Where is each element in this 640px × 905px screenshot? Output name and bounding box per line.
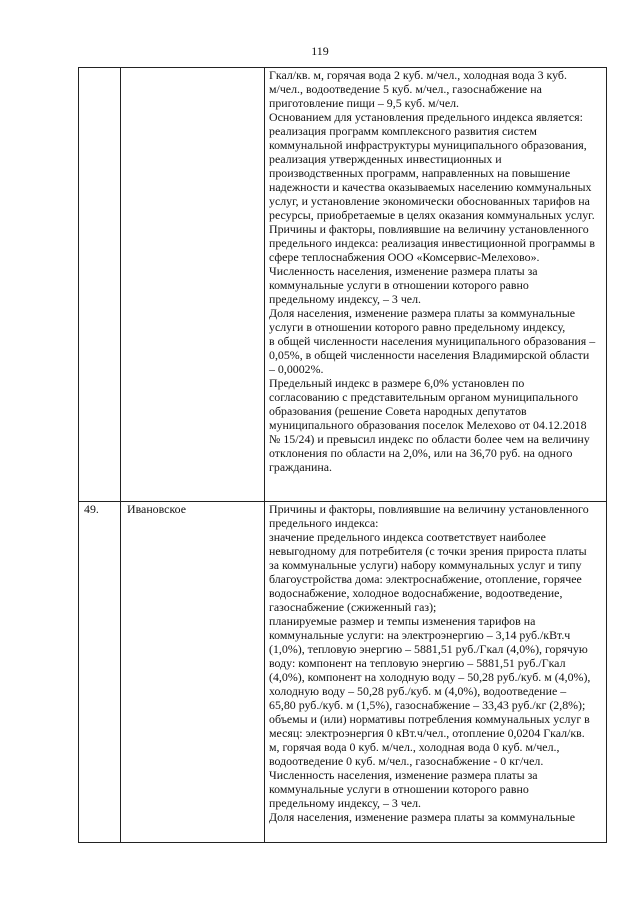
text-line: отклонения по области на 2,0%, или на 36,70 руб. на одного	[269, 446, 573, 460]
description-text	[269, 502, 603, 824]
text-line: Доля населения, изменение размера платы за коммунальные	[269, 810, 576, 824]
text-line: муниципального образования поселок Мелехово от 04.12.2018	[269, 418, 587, 432]
text-line: предельному индексу, – 3 чел.	[269, 292, 421, 306]
text-line: коммунальной инфраструктуры муниципального образования,	[269, 138, 587, 152]
text-line: приготовление пищи – 9,5 куб. м/чел.	[269, 96, 460, 110]
text-line: невыгодному для потребителя (с точки зрения прироста платы	[269, 544, 587, 558]
page-number: 119	[311, 44, 329, 58]
text-line: сфере теплоснабжения ООО «Комсервис-Мелехово».	[269, 250, 540, 264]
text-line: (4,0%), компонент на холодную воду – 50,28 руб./куб. м (4,0%),	[269, 670, 591, 684]
text-line: Численность населения, изменение размера платы за	[269, 264, 538, 278]
text-line: м/чел., водоотведение 5 куб. м/чел., газоснабжение на	[269, 82, 542, 96]
row-number-cell	[79, 68, 121, 502]
text-line: ресурсы, приобретаемые в целях оказания коммунальных услуг.	[269, 208, 595, 222]
index-table	[78, 67, 607, 843]
text-line: надежности и качества оказываемых населению коммунальных	[269, 180, 592, 194]
text-line: Доля населения, изменение размера платы за коммунальные	[269, 306, 576, 320]
text-line: планируемые размер и темпы изменения тарифов на	[269, 614, 536, 628]
text-line: Причины и факторы, повлиявшие на величину установленного	[269, 222, 589, 236]
text-line: Причины и факторы, повлиявшие на величину установленного	[269, 502, 589, 516]
text-line: (1,0%), тепловую энергию – 5881,51 руб./Гкал (4,0%), горячую	[269, 642, 588, 656]
text-line: услуги в отношении которого равно предельному индексу,	[269, 320, 566, 334]
table-row	[79, 68, 607, 502]
text-line: производственных программ, направленных на повышение	[269, 166, 571, 180]
text-line: – 0,0002%.	[269, 362, 324, 376]
text-line: водоснабжение, холодное водоснабжение, водоотведение,	[269, 586, 563, 600]
text-line: Численность населения, изменение размера платы за	[269, 768, 538, 782]
text-line: м, горячая вода 0 куб. м/чел., холодная вода 0 куб. м/чел.,	[269, 740, 560, 754]
text-line: месяц: электроэнергия 0 кВт.ч/чел., отопление 0,0204 Гкал/кв.	[269, 726, 585, 740]
text-line: воду: компонент на тепловую энергию – 5881,51 руб./Гкал	[269, 656, 566, 670]
text-line: водоотведение 0 куб. м/чел., газоснабжение - 0 кг/чел.	[269, 754, 544, 768]
description-cell	[265, 502, 607, 843]
text-line: за коммунальные услуги) набору коммунальных услуг и типу	[269, 558, 582, 572]
text-line: предельного индекса:	[269, 516, 379, 530]
municipality-name-cell: Ивановское	[121, 502, 265, 843]
description-cell	[265, 68, 607, 502]
text-line: в общей численности населения муниципального образования –	[269, 334, 596, 348]
text-line: Гкал/кв. м, горячая вода 2 куб. м/чел., холодная вода 3 куб.	[269, 68, 567, 82]
text-line: коммунальные услуги в отношении которого равно	[269, 782, 529, 796]
text-line: гражданина.	[269, 460, 332, 474]
text-line: образования (решение Совета народных депутатов	[269, 404, 527, 418]
text-line: 0,05%, в общей численности населения Владимирской области	[269, 348, 590, 362]
text-line: объемы и (или) нормативы потребления коммунальных услуг в	[269, 712, 590, 726]
text-line: предельному индексу, – 3 чел.	[269, 796, 421, 810]
description-text	[269, 68, 603, 474]
text-line: № 15/24) и превысил индекс по области более чем на величину	[269, 432, 590, 446]
row-number-cell: 49.	[79, 502, 121, 843]
text-line: коммунальные услуги: на электроэнергию – 3,14 руб./кВт.ч	[269, 628, 571, 642]
text-line: предельного индекса: реализация инвестиционной программы в	[269, 236, 595, 250]
table-row	[79, 502, 607, 843]
text-line: значение предельного индекса соответствует наиболее	[269, 530, 546, 544]
text-line: согласованию с представительным органом муниципального	[269, 390, 579, 404]
text-line: коммунальные услуги в отношении которого равно	[269, 278, 529, 292]
text-line: газоснабжение (сжиженный газ);	[269, 600, 437, 614]
text-line: реализация программ комплексного развития систем	[269, 124, 537, 138]
text-line: Предельный индекс в размере 6,0% установлен по	[269, 376, 525, 390]
text-line: холодную воду – 50,28 руб./куб. м (4,0%), водоотведение –	[269, 684, 567, 698]
text-line: реализация утвержденных инвестиционных и	[269, 152, 502, 166]
text-line: 65,80 руб./куб. м (1,5%), газоснабжение – 33,43 руб./кг (2,8%);	[269, 698, 586, 712]
text-line: Основанием для установления предельного индекса является:	[269, 110, 583, 124]
text-line: благоустройства дома: электроснабжение, отопление, горячее	[269, 572, 582, 586]
municipality-name-cell	[121, 68, 265, 502]
text-line: услуг, и установление экономически обоснованных тарифов на	[269, 194, 590, 208]
